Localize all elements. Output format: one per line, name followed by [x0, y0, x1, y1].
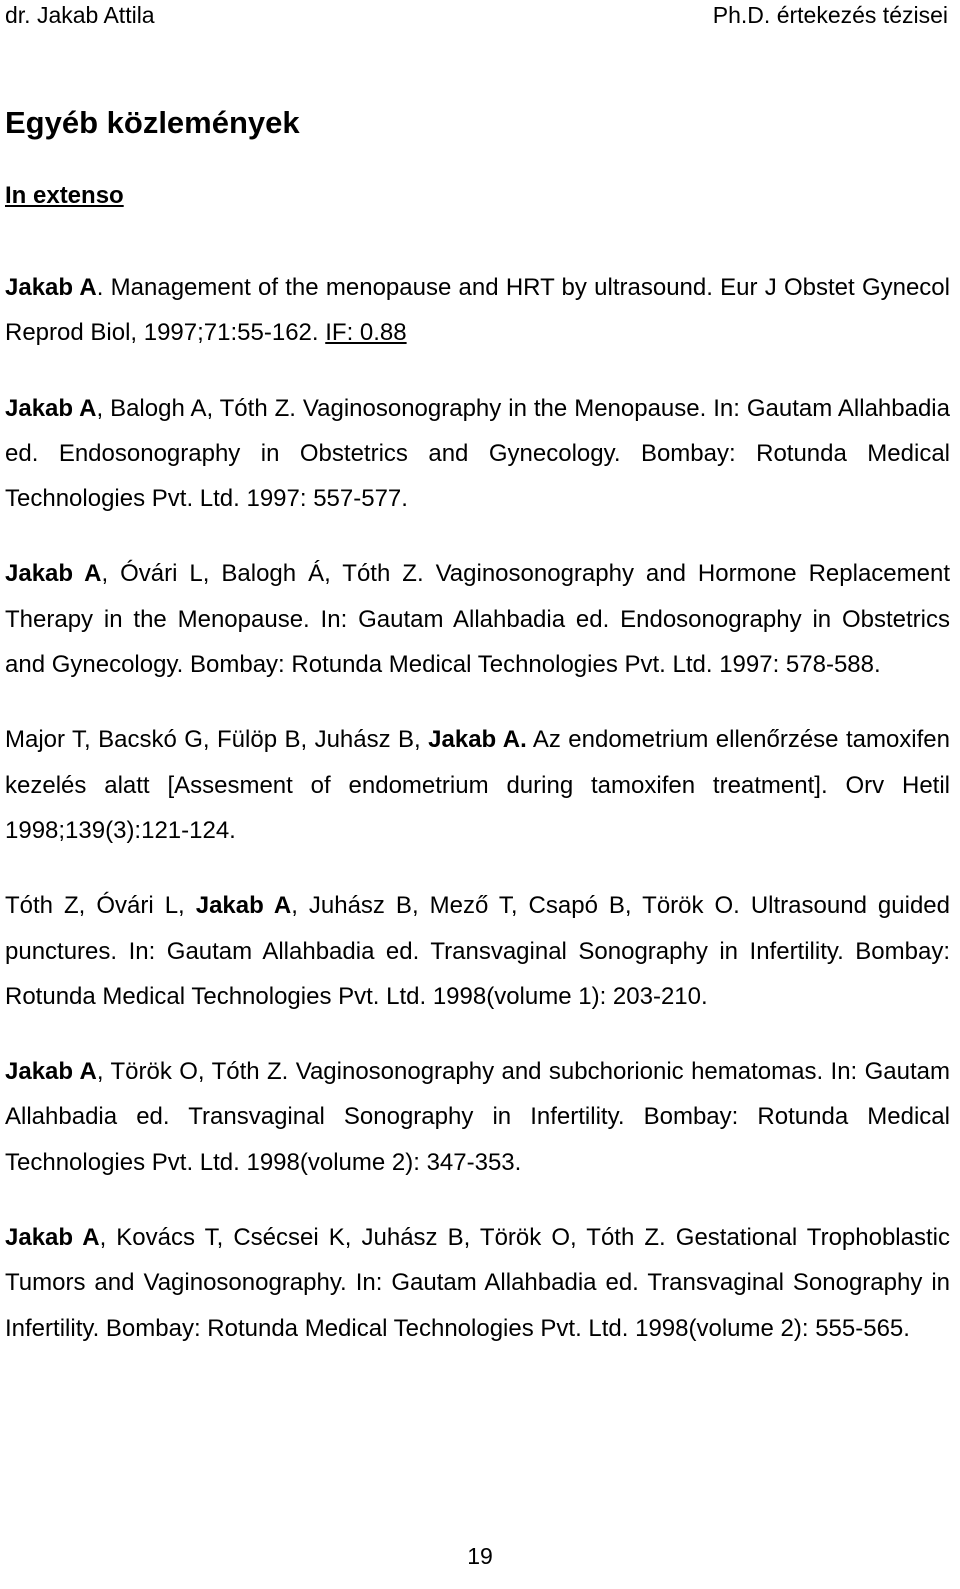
reference-coauthors: Tóth Z, Óvári L, — [5, 892, 196, 920]
page-number: 19 — [467, 1543, 493, 1569]
reference-bold-author: Jakab A — [5, 560, 102, 588]
reference-bold-author: Jakab A. — [428, 726, 527, 754]
header-author: dr. Jakab Attila — [5, 1, 155, 28]
reference-text: . Management of the menopause and HRT by ultrasound. Eur J Obstet Gynecol Reprod Biol, 1997;71:55-162. — [5, 274, 950, 347]
reference-text: , Óvári L, Balogh Á, Tóth Z. Vaginosonography and Hormone Replacement Therapy in the Menopause. In: Gautam Allahbadia ed. Endosonography in Obstetrics and Gynecology. Bombay: Rotunda Medical Technologies Pvt. Ltd. 1997: 578-588. — [5, 560, 950, 679]
reference-item-6 — [5, 1049, 950, 1185]
reference-text: , Juhász B, Mező T, Csapó B, Török O. Ultrasound guided punctures. In: Gautam Allahbadia ed. Transvaginal Sonography in Infertility. Bombay: Rotunda Medical Technologies Pvt. Ltd. 1998(volume 1): 203-210. — [5, 892, 950, 1010]
reference-item-3 — [5, 551, 950, 687]
reference-text: , Kovács T, Csécsei K, Juhász B, Török O, Tóth Z. Gestational Trophoblastic Tumors and Vaginosonography. In: Gautam Allahbadia ed. Transvaginal Sonography in Infertility. Bombay: Rotunda Medical Technologies Pvt. Ltd. 1998(volume 2): 555-565. — [5, 1224, 950, 1342]
reference-item-4 — [5, 717, 950, 853]
reference-coauthors: Major T, Bacskó G, Fülöp B, Juhász B, — [5, 726, 429, 754]
reference-list — [5, 265, 950, 1381]
reference-text: Az endometrium ellenőrzése tamoxifen kezelés alatt [Assesment of endometrium during tamoxifen treatment]. Orv Hetil 1998;139(3):121-124. — [5, 726, 951, 844]
reference-item-2 — [5, 386, 950, 522]
section-subtitle: In extenso — [5, 182, 124, 209]
reference-item-1 — [5, 265, 950, 356]
reference-item-7 — [5, 1215, 950, 1351]
reference-bold-author: Jakab A — [5, 274, 97, 301]
reference-bold-author: Jakab A — [5, 1224, 100, 1252]
impact-factor: IF: 0.88 — [325, 319, 407, 347]
reference-bold-author: Jakab A — [5, 1058, 97, 1086]
reference-bold-author: Jakab A — [5, 394, 97, 422]
reference-item-5 — [5, 883, 950, 1019]
reference-bold-author: Jakab A — [195, 892, 292, 920]
header-doc-type: Ph.D. értekezés tézisei — [712, 1, 948, 28]
section-title: Egyéb közlemények — [5, 105, 300, 140]
reference-text: , Török O, Tóth Z. Vaginosonography and subchorionic hematomas. In: Gautam Allahbadia ed. Transvaginal Sonography in Infertility. Bombay: Rotunda Medical Technologies Pvt. Ltd. 1998(volume 2): 347-353. — [5, 1058, 950, 1176]
reference-text: , Balogh A, Tóth Z. Vaginosonography in the Menopause. In: Gautam Allahbadia ed. Endosonography in Obstetrics and Gynecology. Bombay: Rotunda Medical Technologies Pvt. Ltd. 1997: 557-577. — [5, 394, 950, 513]
page-header — [5, 0, 948, 30]
